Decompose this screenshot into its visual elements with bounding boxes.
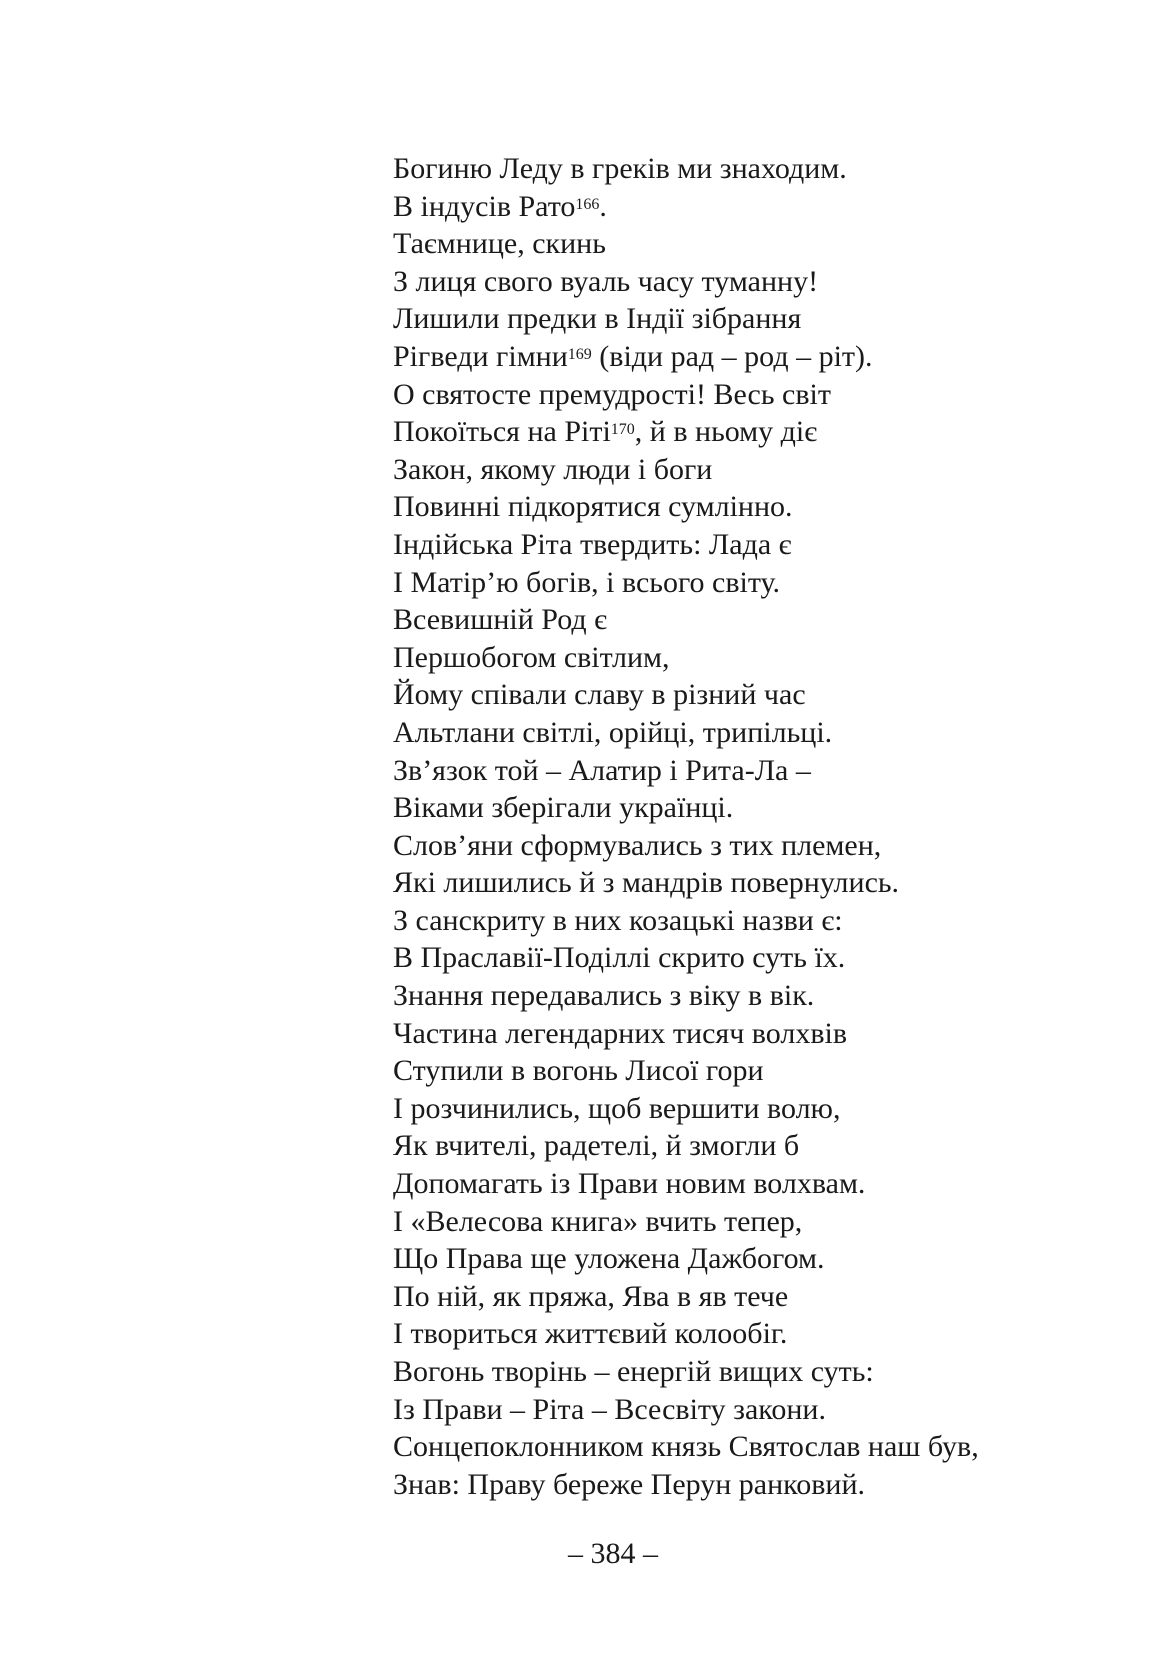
poem-line-text: Зв’язок той – Алатир і Рита-Ла – bbox=[393, 753, 811, 787]
poem-line bbox=[393, 1315, 1093, 1353]
poem-line bbox=[393, 1353, 1093, 1391]
poem-line bbox=[393, 1428, 1093, 1466]
poem-line bbox=[393, 864, 1093, 902]
poem-line-text: І твориться життєвий колообіг. bbox=[393, 1317, 788, 1351]
poem-line-text: Повинні підкорятися сумлінно. bbox=[393, 490, 793, 524]
poem-line-text: Знання передавались з віку в вік. bbox=[393, 979, 815, 1013]
poem-line bbox=[393, 188, 1093, 226]
poem-line-text: Альтлани світлі, орійці, трипільці. bbox=[393, 715, 833, 749]
poem-line bbox=[393, 1127, 1093, 1165]
poem-line-text: О святосте премудрості! Весь світ bbox=[393, 377, 831, 411]
poem-line bbox=[393, 1278, 1093, 1316]
poem-line-text: В Праславії-Поділлі скрито суть їх. bbox=[393, 941, 846, 975]
poem-line-text: Рігведи гімни bbox=[393, 339, 568, 373]
poem-line-text: Всевишній Род є bbox=[393, 603, 607, 637]
poem-line-text: І Матір’ю богів, і всього світу. bbox=[393, 565, 781, 599]
poem-line bbox=[393, 1240, 1093, 1278]
poem-line bbox=[393, 601, 1093, 639]
poem-line bbox=[393, 1165, 1093, 1203]
poem-line-text: Ступили в вогонь Лисої гори bbox=[393, 1054, 764, 1088]
poem-line-text-after-footnote: , й в ньому діє bbox=[634, 415, 818, 449]
poem-line bbox=[393, 714, 1093, 752]
poem-line bbox=[393, 413, 1093, 451]
poem-line-text: Лишили предки в Індії зібрання bbox=[393, 302, 802, 336]
poem-line-text: Частина легендарних тисяч волхвів bbox=[393, 1016, 847, 1050]
poem-line bbox=[393, 150, 1093, 188]
poem-line bbox=[393, 338, 1093, 376]
footnote-marker: 166 bbox=[575, 195, 600, 213]
poem-line-text: Допомагать із Прави новим волхвам. bbox=[393, 1167, 866, 1201]
poem-line-text: Індійська Ріта твердить: Лада є bbox=[393, 527, 792, 561]
poem-line-text: Вогонь творінь – енергій вищих суть: bbox=[393, 1355, 874, 1388]
footnote-marker: 169 bbox=[567, 345, 592, 363]
poem-line-text: Закон, якому люди і боги bbox=[393, 452, 713, 486]
poem-line-text: Богиню Леду в греків ми знаходим. bbox=[393, 152, 847, 185]
poem-line-text: Слов’яни сформувались з тих племен, bbox=[393, 828, 882, 862]
poem-line bbox=[393, 451, 1093, 489]
poem-line-text: І «Велесова книга» вчить тепер, bbox=[393, 1204, 803, 1238]
poem-line-text: З лиця свого вуаль часу туманну! bbox=[393, 264, 819, 298]
poem-line bbox=[393, 225, 1093, 263]
poem-line-text: Які лишились й з мандрів повернулись. bbox=[393, 866, 900, 900]
poem-line-text-after-footnote: . bbox=[599, 189, 607, 223]
poem-line-text: Йому співали славу в різний час bbox=[393, 678, 806, 712]
poem-line bbox=[393, 789, 1093, 827]
poem-line bbox=[393, 526, 1093, 564]
footnote-marker: 170 bbox=[610, 421, 635, 439]
poem-line bbox=[393, 1052, 1093, 1090]
poem-line bbox=[393, 639, 1093, 677]
poem-line bbox=[393, 1391, 1093, 1429]
poem-line-text: Що Права ще уложена Дажбогом. bbox=[393, 1242, 825, 1276]
poem-line bbox=[393, 827, 1093, 865]
poem-line-text: Таємнице, скинь bbox=[393, 227, 606, 261]
poem-line bbox=[393, 1015, 1093, 1053]
poem-line bbox=[393, 376, 1093, 414]
poem-line bbox=[393, 902, 1093, 940]
poem-line-text: По ній, як пряжа, Ява в яв тече bbox=[393, 1279, 789, 1313]
poem-line bbox=[393, 1090, 1093, 1128]
poem-line bbox=[393, 488, 1093, 526]
page-number: – 384 – bbox=[568, 1537, 658, 1570]
poem-line-text-after-footnote: (віди рад – род – ріт). bbox=[591, 339, 873, 373]
poem-line bbox=[393, 676, 1093, 714]
poem-line bbox=[393, 752, 1093, 790]
poem-line-text: Покоїться на Ріті bbox=[393, 415, 611, 449]
poem-line-text: Першобогом світлим, bbox=[393, 640, 670, 674]
poem-line bbox=[393, 939, 1093, 977]
poem-text bbox=[393, 150, 1093, 1503]
poem-line bbox=[393, 300, 1093, 338]
poem-line-text: Як вчителі, радетелі, й змогли б bbox=[393, 1129, 800, 1163]
poem-line bbox=[393, 1466, 1093, 1504]
poem-line-text: Сонцепоклонником князь Святослав наш був, bbox=[393, 1430, 979, 1464]
poem-line-text: Із Прави – Ріта – Всесвіту закони. bbox=[393, 1392, 826, 1426]
poem-line-text: Знав: Праву береже Перун ранковий. bbox=[393, 1467, 866, 1501]
poem-line bbox=[393, 977, 1093, 1015]
poem-line bbox=[393, 263, 1093, 301]
poem-line-text: З санскриту в них козацькі назви є: bbox=[393, 903, 843, 937]
poem-line-text: Віками зберігали українці. bbox=[393, 791, 734, 825]
poem-line-text: В індусів Рато bbox=[393, 189, 576, 223]
poem-line bbox=[393, 1203, 1093, 1241]
poem-line bbox=[393, 564, 1093, 602]
poem-line-text: І розчинились, щоб вершити волю, bbox=[393, 1091, 841, 1125]
